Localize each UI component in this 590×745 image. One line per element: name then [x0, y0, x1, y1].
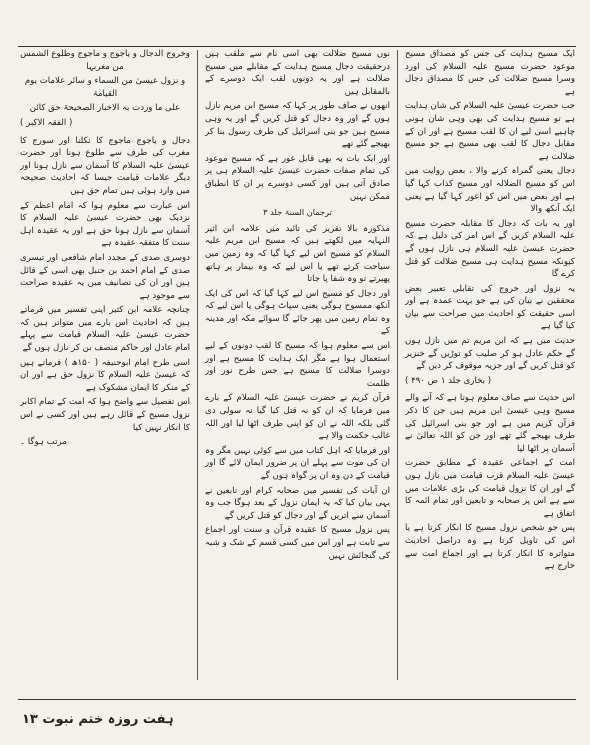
paragraph: چنانچہ علامہ ابن کثیر اپنی تفسیر میں فرماتے ہیں کہ احادیث اس بارے میں متواتر ہیں کہ حضرت عیسیٰ علیہ السلام قیامت سے پہلے امام عادل اور حاکم منصف بن کر نازل ہوں گے	[20, 305, 190, 354]
citation-heading: ترجمان السنۃ جلد ۳	[263, 207, 332, 218]
top-rule	[18, 46, 576, 47]
paragraph: اور ایک بات یہ بھی قابل غور ہے کہ مسیح موعود کی تمام صفات حضرت عیسیٰ علیہ السلام ہی پر صادق آتی ہیں اور کسی دوسرے پر ان کا انطباق ممکن نہیں	[205, 153, 390, 202]
column-middle	[205, 48, 390, 688]
paragraph: اور دجال کو مسیح اس لیے کہا گیا کہ اس کی ایک آنکھ ممسوح ہوگی یعنی سپاٹ ہوگی یا اس لیے کہ وہ تمام زمین میں پھر جائے گا سوائے مکہ اور مدینہ کے	[205, 288, 390, 337]
paragraph: دجال یعنی گمراہ کرنے والا ، بعض روایت میں اس کو مسیح الضلالہ اور مسیح کذاب کہا گیا ہے اور بعض میں اس کو اعور کہا گیا ہے یعنی ایک آنکھ والا	[405, 166, 575, 215]
paragraph: ان آیات کی تفسیر میں صحابہ کرام اور تابعین نے یہی بیان کیا کہ یہ ایمان نزول کے بعد ہوگا جب وہ آسمان سے اتریں گے اور دجال کو قتل کریں گے	[205, 485, 390, 521]
paragraph: جب حضرت عیسیٰ علیہ السلام کی شان ہدایت ہے تو مسیح ہدایت کی بھی وہی شان ہونی چاہیے اسی لیے ان کا لقب مسیح ہے اور ان کے مقابل دجال کا لقب بھی مسیح ہے جو مسیح ضلالت ہے	[405, 101, 575, 162]
paragraph: اور فرمایا کہ اہل کتاب میں سے کوئی نہیں مگر وہ ان کی موت سے پہلے ان پر ضرور ایمان لائے گا اور قیامت کے دن وہ ان پر گواہ ہوں گے	[205, 445, 390, 481]
column-right	[405, 48, 575, 688]
paragraph: امت کے اجماعی عقیدہ کے مطابق حضرت عیسیٰ علیہ السلام قرب قیامت میں نازل ہوں گے اور ان کا نزول قیامت کی بڑی علامات میں سے ہے اس پر صحابہ و تابعین اور تمام ائمہ کا اتفاق ہے	[405, 458, 575, 519]
paragraph: اس سے معلوم ہوا کہ مسیح کا لقب دونوں کے لیے استعمال ہوا ہے مگر ایک ہدایت کا مسیح ہے اور دوسرا ضلالت کا مسیح ہے جس طرح نور اور ظلمت	[205, 341, 390, 389]
page-footer: ہفت روزہ ختم نبوت ۱۳	[22, 712, 174, 727]
paragraph: حدیث میں ہے کہ ابن مریم تم میں نازل ہوں گے حکم عادل ہو کر صلیب کو توڑیں گے خنزیر کو قتل کریں گے اور جزیہ موقوف کر دیں گے	[405, 336, 575, 372]
paragraph: دوسری صدی کے مجدد امام شافعی اور تیسری صدی کے امام احمد بن حنبل بھی اسی کے قائل ہیں اور ان کی تصانیف میں یہ عقیدہ صراحت سے موجود ہے	[20, 252, 190, 301]
arabic-quote: وخروج الدجال و یاجوج و ماجوج وطلوع الشمس من مغربہا	[20, 49, 190, 72]
bottom-rule	[18, 699, 576, 700]
column-divider	[397, 50, 398, 680]
paragraph: نوں مسیح ضلالت بھی اسی نام سے ملقب ہیں درحقیقت دجال مسیح ہدایت کے مقابلے میں مسیح ضلالت ہے اور یہ دونوں لقب ایک دوسرے کے بالمقابل ہیں	[205, 49, 390, 97]
paragraph: انھوں نے صاف طور پر کہا کہ مسیح ابن مریم نازل ہوں گے اور وہ دجال کو قتل کریں گے اور یہ وہی مسیح ہیں جو بنی اسرائیل کی طرف رسول بنا کر بھیجے گئے تھے	[205, 101, 390, 150]
paragraph: اس حدیث سے صاف معلوم ہوتا ہے کہ آنے والے مسیح وہی عیسیٰ ابن مریم ہیں جن کا ذکر قرآن کریم میں ہے اور جو بنی اسرائیل کی طرف بھیجے گئے تھے اور جن کو اللہ تعالیٰ نے آسمان پر اٹھا لیا	[405, 393, 575, 454]
reference: ( بخاری جلد ۱ ص ۴۹۰ )	[405, 375, 492, 386]
reference: ( الفقہ الاکبر )	[20, 117, 73, 128]
arabic-quote: علی ما وردت بہ الاخبار الصحیحۃ حق کائن	[29, 103, 181, 114]
paragraph: پس جو شخص نزول مسیح کا انکار کرتا ہے یا اس کی تاویل کرتا ہے وہ دراصل احادیث متواترہ کا انکار کرتا ہے اور اجماع امت سے خارج ہے	[405, 523, 575, 572]
paragraph: اسی طرح امام ابوحنیفہ ( ۱۵۰ھ ) فرماتے ہیں کہ عیسیٰ علیہ السلام کا نزول حق ہے اور ان کے منکر کا ایمان مشکوک ہے	[20, 357, 190, 393]
paragraph: قرآن کریم نے حضرت عیسیٰ علیہ السلام کے بارے میں فرمایا کہ ان کو نہ قتل کیا گیا نہ سولی دی گئی بلکہ اللہ نے ان کو اپنی طرف اٹھا لیا اور اللہ غالب حکمت والا ہے	[205, 393, 390, 442]
closing-line: مرتب ہوگا ۔	[20, 437, 67, 448]
paragraph: اور یہ بات کہ دجال کا مقابلہ حضرت مسیح علیہ السلام کریں گے اس امر کی دلیل ہے کہ حضرت عیسیٰ علیہ السلام ہی نازل ہوں گے کیونکہ مسیح ہدایت ہی مسیح ضلالت کو قتل کرے گا	[405, 218, 575, 280]
paragraph: اس عبارت سے معلوم ہوا کہ امام اعظم کے نزدیک بھی حضرت عیسیٰ علیہ السلام کا آسمان سے نازل ہونا حق ہے اور یہ عقیدہ اہل سنت کا متفقہ عقیدہ ہے	[20, 200, 190, 249]
paragraph: اس تفصیل سے واضح ہوا کہ امت کے تمام اکابر نزول مسیح کے قائل رہے ہیں اور کسی نے اس کا انکار نہیں کیا	[20, 397, 190, 433]
arabic-quote: و نزول عیسیٰ من السماء و سائر علامات یوم القیامۃ	[24, 76, 186, 99]
paragraph: ایک مسیح ہدایت کی جس کو مصداق مسیح موعود حضرت مسیح علیہ السلام کی اورد وسرا مسیح ضلالت کی جس کا مصداق دجال ہے	[405, 49, 575, 97]
column-divider	[197, 50, 198, 680]
column-left	[20, 48, 190, 688]
paragraph: یہ نزول اور خروج کی تقابلی تعبیر بعض محققین نے بیان کی ہے جو بہت عمدہ ہے اور اسی حقیقت کو احادیث میں صراحت سے بیان کیا گیا ہے	[405, 283, 575, 332]
paragraph: مذکورہ بالا تقریر کی تائید میں علامہ ابن اثیر النہایہ میں لکھتے ہیں کہ مسیح ابن مریم علیہ السلام کو مسیح اس لیے کہا گیا کہ وہ زمین میں سیاحت کرتے تھے یا اس لیے کہ وہ بیمار پر ہاتھ پھیرتے تو وہ شفا پا جاتا	[205, 223, 390, 285]
paragraph: دجال و یاجوج ماجوج کا نکلنا اور سورج کا مغرب کی طرف سے طلوع ہونا اور حضرت عیسیٰ علیہ السلام کا آسمان سے نازل ہونا اور دیگر علامات قیامت جیسا کہ احادیث صحیحہ میں وارد ہوئی ہیں تمام حق ہیں	[20, 135, 190, 196]
paragraph: پس نزول مسیح کا عقیدہ قرآن و سنت اور اجماع سے ثابت ہے اور اس میں کسی قسم کے شک و شبہ کی گنجائش نہیں	[205, 525, 390, 561]
